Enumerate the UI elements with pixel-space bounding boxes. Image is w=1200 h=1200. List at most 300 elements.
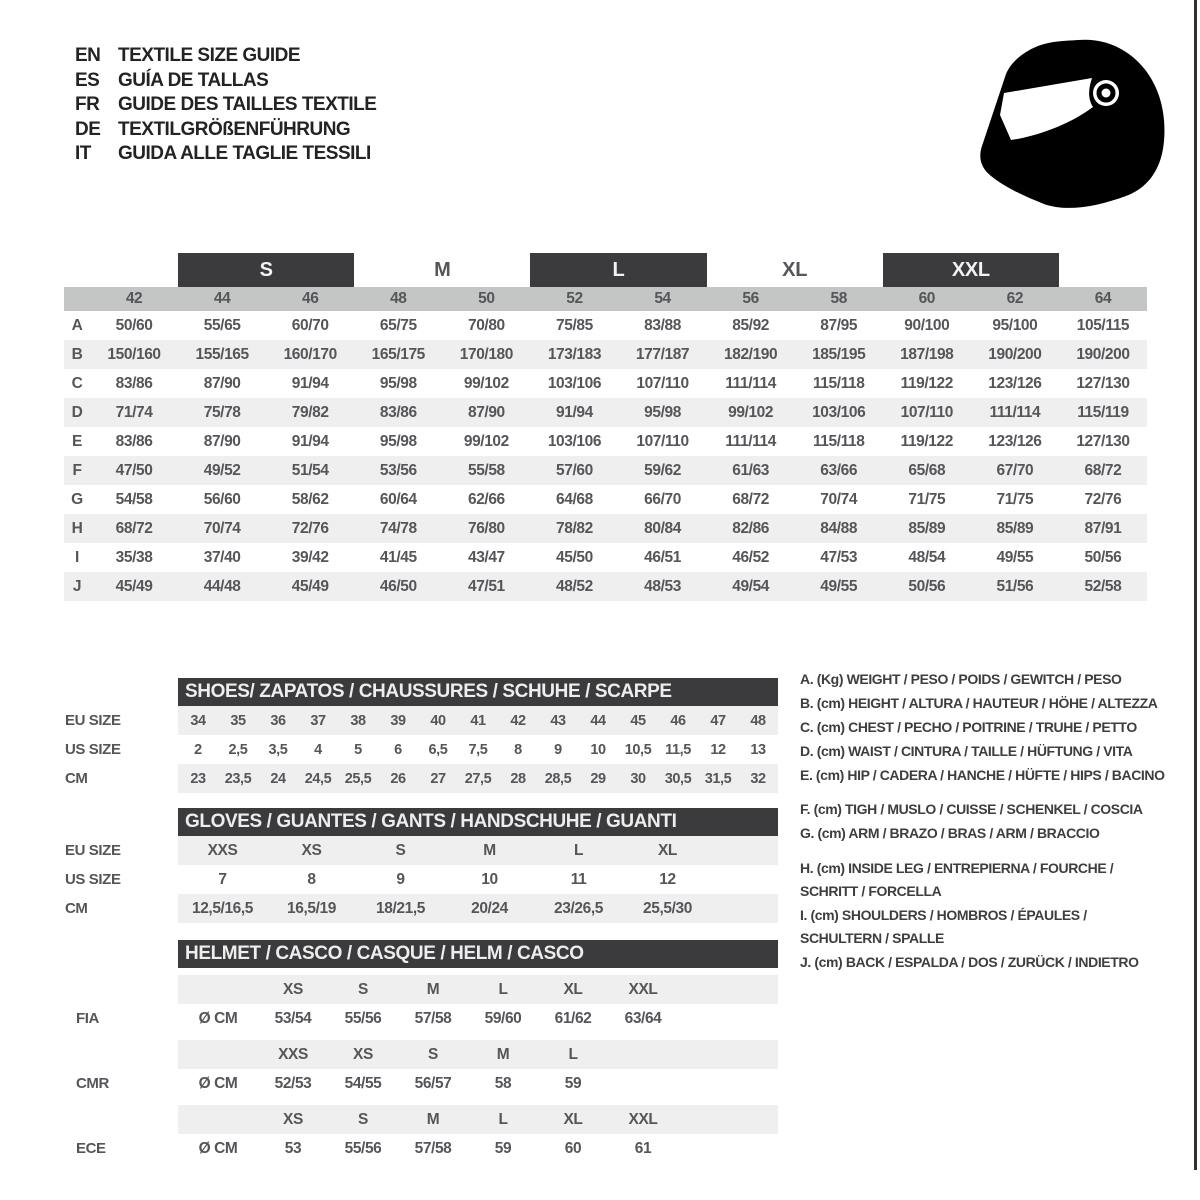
size-value: 95/98: [379, 432, 417, 450]
size-value: 49/54: [732, 577, 770, 595]
legend-item: [800, 822, 1192, 845]
row-values: [178, 735, 778, 764]
unit-label: Ø CM: [198, 1009, 238, 1027]
legend-line: SCHULTERN / SPALLE: [800, 930, 944, 946]
size-value: 105/115: [1076, 316, 1130, 334]
language-code: ES: [75, 69, 100, 91]
row-label-spacer: [64, 975, 178, 1004]
unit-label: Ø CM: [198, 1074, 238, 1092]
size-value: 127/130: [1076, 432, 1130, 450]
size-value: 24,5: [304, 770, 332, 787]
helmet-value-row-ece: [64, 1134, 778, 1163]
legend-item: [800, 951, 1192, 974]
size-value: 79/82: [291, 403, 329, 421]
helmet-values: [178, 1069, 778, 1098]
size-value: 111/114: [725, 374, 776, 392]
size-band-s: S: [178, 253, 354, 287]
size-value: 170/180: [459, 345, 513, 363]
size-value: 52/58: [1084, 577, 1122, 595]
size-value: 111/114: [725, 432, 776, 450]
size-value: 45/50: [556, 548, 593, 566]
row-label-spacer: [64, 1040, 178, 1069]
size-band-m: M: [434, 258, 451, 281]
size-value: 68/72: [732, 490, 770, 508]
standard-label: ECE: [76, 1140, 106, 1157]
legend-line: E. (cm) HIP / CADERA / HANCHE / HÜFTE / HIPS / BACINO: [800, 767, 1165, 783]
size-value: 70/74: [820, 490, 858, 508]
legend-line: C. (cm) CHEST / PECHO / POITRINE / TRUHE / PETTO: [800, 719, 1137, 735]
helmet-size-row-ece: [64, 1105, 778, 1134]
size-value: 25,5: [344, 770, 372, 787]
size-value: 49/55: [820, 577, 858, 595]
size-value: 6: [394, 741, 402, 758]
size-value: 90/100: [904, 316, 950, 334]
size-value: S: [395, 841, 406, 859]
size-value: 63/66: [820, 461, 858, 479]
unit-label: Ø CM: [198, 1139, 238, 1157]
size-value: M: [483, 841, 496, 859]
numeric-size: 44: [213, 290, 231, 307]
size-value: 160/170: [283, 345, 337, 363]
helmet-value: 59: [494, 1139, 512, 1157]
size-value: 48/54: [908, 548, 946, 566]
size-value: 115/118: [812, 432, 865, 450]
measure-row-j: [64, 572, 1147, 601]
helmet-value: 55/56: [344, 1139, 382, 1157]
size-value: 38: [350, 712, 366, 729]
size-value: 115/119: [1077, 403, 1129, 421]
size-value: 46/51: [644, 548, 681, 566]
size-band-xl: XL: [782, 258, 808, 281]
helmet-size: XS: [283, 980, 303, 998]
size-value: 95/98: [379, 374, 417, 392]
size-value: 99/102: [728, 403, 774, 421]
size-value: 23: [190, 770, 206, 787]
size-value: 24: [270, 770, 286, 787]
standard-label: CMR: [76, 1075, 109, 1092]
legend-item: [800, 668, 1192, 691]
guide-title: TEXTILE SIZE GUIDE: [118, 45, 301, 66]
size-value: 47: [710, 712, 726, 729]
size-value: 7,5: [468, 741, 488, 758]
legend-item: [800, 904, 1192, 950]
helmet-value: 60: [564, 1139, 582, 1157]
helmet-size: M: [496, 1045, 510, 1063]
size-value: 68/72: [1084, 461, 1122, 479]
size-value: 36: [270, 712, 286, 729]
row-label: US SIZE: [65, 741, 121, 758]
numeric-size: 54: [654, 290, 671, 307]
size-value: 9: [396, 870, 405, 888]
size-value: 46: [670, 712, 686, 729]
row-label: CM: [65, 770, 88, 787]
numeric-size: 56: [742, 290, 759, 307]
measure-row-label: A: [71, 316, 83, 334]
helmet-value: 54/55: [344, 1074, 382, 1092]
measure-row-i: [64, 543, 1147, 572]
size-value: 20/24: [471, 899, 508, 917]
numeric-size: 62: [1006, 290, 1024, 307]
size-value: 37/40: [203, 548, 241, 566]
size-value: 82/86: [732, 519, 770, 537]
legend-line: SCHRITT / FORCELLA: [800, 883, 942, 899]
helmet-size: M: [426, 1110, 440, 1128]
numeric-size: 48: [390, 290, 407, 307]
helmet-value: 56/57: [414, 1074, 452, 1092]
size-value: 185/195: [812, 345, 866, 363]
helmet-table: [64, 940, 778, 1163]
size-value: XL: [657, 841, 677, 859]
helmet-size: S: [358, 1110, 368, 1128]
row-label: US SIZE: [65, 871, 121, 888]
size-value: 71/75: [996, 490, 1034, 508]
size-value: 177/187: [635, 345, 690, 363]
row-label: EU SIZE: [65, 712, 121, 729]
measure-row-label: H: [71, 519, 83, 537]
size-value: 83/86: [115, 432, 153, 450]
size-value: 173/183: [547, 345, 602, 363]
size-value: 119/122: [900, 432, 953, 450]
size-value: 71/75: [908, 490, 946, 508]
language-code: FR: [75, 94, 100, 116]
helmet-sizes: [178, 1040, 778, 1069]
measure-row-f: [64, 456, 1147, 485]
size-value: 47/53: [820, 548, 858, 566]
size-band-xxl: XXL: [883, 253, 1059, 287]
main-size-table: [64, 253, 1147, 601]
size-value: 48: [750, 712, 766, 729]
legend-line: H. (cm) INSIDE LEG / ENTREPIERNA / FOURCHE /: [800, 860, 1114, 876]
size-value: 60/70: [291, 316, 329, 334]
guide-title: TEXTILGRÖßENFÜHRUNG: [118, 118, 351, 140]
size-value: 50/56: [1084, 548, 1122, 566]
size-value: 107/110: [636, 432, 689, 450]
size-value: 41/45: [379, 548, 417, 566]
helmet-value: 63/64: [624, 1009, 662, 1027]
size-value: 11: [570, 870, 587, 888]
size-value: 27,5: [464, 770, 492, 787]
gloves-header-bar: GLOVES / GUANTES / GANTS / HANDSCHUHE / GUANTI: [178, 808, 778, 836]
size-value: 37: [310, 712, 326, 729]
size-value: 58/62: [291, 490, 329, 508]
size-value: 80/84: [644, 519, 681, 537]
size-value: 54/58: [115, 490, 153, 508]
row-values: [178, 836, 778, 865]
language-row-it: [75, 142, 376, 167]
guide-title: GUIDE DES TAILLES TEXTILE: [118, 94, 377, 116]
size-value: 44: [590, 712, 606, 729]
helmet-size-row-fia: [64, 975, 778, 1004]
size-value: 6,5: [428, 741, 448, 758]
racing-helmet-icon: [978, 36, 1168, 214]
size-value: 32: [750, 770, 766, 787]
size-value: 43: [550, 712, 566, 729]
size-value: 8: [514, 741, 522, 758]
size-value: 87/90: [203, 374, 241, 392]
measure-row-a: [64, 311, 1147, 340]
size-value: 61/63: [732, 461, 770, 479]
measure-row-label: F: [72, 461, 82, 479]
language-row-de: [75, 118, 376, 143]
size-value: 83/86: [115, 374, 153, 392]
measure-row-e: [64, 427, 1147, 456]
size-value: 50/56: [908, 577, 946, 595]
size-value: 29: [590, 770, 606, 787]
size-value: 55/65: [203, 316, 241, 334]
size-value: XXS: [207, 841, 238, 859]
size-value: 78/82: [556, 519, 593, 537]
size-value: 45/49: [291, 577, 329, 595]
size-value: 66/70: [644, 490, 681, 508]
guide-title: GUIDA ALLE TAGLIE TESSILI: [118, 143, 371, 165]
measure-row-h: [64, 514, 1147, 543]
size-value: 91/94: [556, 403, 593, 421]
size-value: 91/94: [291, 432, 329, 450]
language-row-es: [75, 69, 376, 94]
size-value: 12: [659, 870, 676, 888]
size-value: 28: [510, 770, 526, 787]
size-value: 99/102: [463, 432, 509, 450]
size-value: 51/56: [996, 577, 1034, 595]
size-value: 107/110: [636, 374, 689, 392]
size-value: 64/68: [556, 490, 593, 508]
size-value: 127/130: [1076, 374, 1130, 392]
measure-row-label: J: [72, 577, 82, 595]
helmet-size: S: [358, 980, 368, 998]
size-value: 85/92: [732, 316, 770, 334]
size-value: 95/100: [992, 316, 1038, 334]
helmet-value-row-fia: [64, 1004, 778, 1033]
page-right-border: [1194, 0, 1197, 1170]
helmet-size: XS: [353, 1045, 373, 1063]
size-value: 70/80: [467, 316, 505, 334]
size-value: 87/90: [467, 403, 505, 421]
row-label-spacer: [64, 1105, 178, 1134]
helmet-value: 55/56: [344, 1009, 382, 1027]
size-value: 75/78: [203, 403, 241, 421]
size-value: 182/190: [724, 345, 778, 363]
helmet-values: [178, 1134, 778, 1163]
size-value: 10: [481, 870, 498, 888]
size-value: 150/160: [107, 345, 161, 363]
measure-row-label: G: [71, 490, 83, 508]
size-value: 18/21,5: [376, 899, 425, 917]
size-value: 12: [710, 741, 726, 758]
size-value: 39: [390, 712, 406, 729]
size-value: 103/106: [547, 374, 602, 392]
measure-row-label: E: [72, 432, 82, 450]
size-value: 190/200: [1076, 345, 1130, 363]
size-value: 67/70: [996, 461, 1034, 479]
size-value: 65/68: [908, 461, 946, 479]
size-value: 10,5: [624, 741, 652, 758]
standard-label: FIA: [76, 1010, 99, 1027]
size-value: 39/42: [291, 548, 329, 566]
measure-row-label: C: [71, 374, 83, 392]
measure-row-d: [64, 398, 1147, 427]
size-value: 74/78: [379, 519, 417, 537]
size-value: 68/72: [115, 519, 153, 537]
helmet-value: 53: [284, 1139, 302, 1157]
measure-row-c: [64, 369, 1147, 398]
size-value: XS: [301, 841, 322, 859]
numeric-size: 52: [566, 290, 583, 307]
size-value: 57/60: [556, 461, 593, 479]
size-value: 72/76: [291, 519, 329, 537]
helmet-sizes: [178, 975, 778, 1004]
size-value: 119/122: [900, 374, 953, 392]
size-value: 3,5: [268, 741, 288, 758]
size-value: 16,5/19: [287, 899, 336, 917]
legend-item: [800, 857, 1192, 903]
row-values: [178, 764, 778, 793]
size-row: [64, 836, 778, 865]
helmet-size: XL: [563, 1110, 583, 1128]
size-value: 72/76: [1084, 490, 1122, 508]
numeric-size: 50: [478, 290, 495, 307]
size-value: 59/62: [644, 461, 681, 479]
size-value: 28,5: [544, 770, 572, 787]
size-row: [64, 894, 778, 923]
size-value: 48/52: [556, 577, 593, 595]
size-value: 35/38: [115, 548, 153, 566]
row-values: [178, 706, 778, 735]
size-value: 23/26,5: [554, 899, 603, 917]
measure-row-label: D: [71, 403, 83, 421]
helmet-size: XXL: [628, 980, 658, 998]
size-row: [64, 706, 778, 735]
legend-line: D. (cm) WAIST / CINTURA / TAILLE / HÜFTUNG / VITA: [800, 743, 1133, 759]
legend-item: [800, 764, 1192, 787]
legend-line: F. (cm) TIGH / MUSLO / CUISSE / SCHENKEL / COSCIA: [800, 801, 1143, 817]
legend-item: [800, 740, 1192, 763]
helmet-size: XXL: [628, 1110, 658, 1128]
size-value: 155/165: [195, 345, 249, 363]
size-value: 35: [230, 712, 246, 729]
size-value: 75/85: [556, 316, 593, 334]
helmet-value: 53/54: [274, 1009, 312, 1027]
size-value: 53/56: [379, 461, 417, 479]
helmet-header-bar: HELMET / CASCO / CASQUE / HELM / CASCO: [178, 940, 778, 968]
legend-line: I. (cm) SHOULDERS / HOMBROS / ÉPAULES /: [800, 907, 1087, 923]
legend-item: [800, 692, 1192, 715]
size-value: 47/50: [115, 461, 153, 479]
numeric-size: 42: [125, 290, 143, 307]
size-value: 41: [470, 712, 486, 729]
size-value: 47/51: [467, 577, 505, 595]
numeric-size: 46: [301, 290, 319, 307]
measure-row-g: [64, 485, 1147, 514]
size-value: 4: [314, 741, 322, 758]
size-value: 95/98: [644, 403, 681, 421]
size-value: 8: [307, 870, 316, 888]
size-value: 187/198: [900, 345, 954, 363]
size-value: 49/55: [996, 548, 1034, 566]
legend-line: B. (cm) HEIGHT / ALTURA / HAUTEUR / HÖHE / ALTEZZA: [800, 695, 1158, 711]
size-value: 87/95: [820, 316, 858, 334]
numeric-size: 64: [1094, 290, 1112, 307]
size-value: 85/89: [996, 519, 1034, 537]
size-band-l: L: [530, 253, 706, 287]
legend-item: [800, 716, 1192, 739]
size-row: [64, 764, 778, 793]
gloves-table: [64, 808, 778, 923]
size-value: 40: [430, 712, 446, 729]
size-value: 45/49: [115, 577, 153, 595]
language-title-list: [75, 44, 376, 167]
size-value: 7: [218, 870, 227, 888]
size-value: 76/80: [467, 519, 505, 537]
size-value: 87/91: [1084, 519, 1122, 537]
helmet-size: XS: [283, 1110, 303, 1128]
size-value: 111/114: [989, 403, 1041, 421]
size-value: 55/58: [467, 461, 505, 479]
size-value: 60/64: [379, 490, 417, 508]
size-value: 65/75: [379, 316, 417, 334]
numeric-size: 60: [918, 290, 936, 307]
helmet-value: 61/62: [554, 1009, 592, 1027]
legend-item: [800, 798, 1192, 821]
size-value: 62/66: [467, 490, 505, 508]
row-label: EU SIZE: [65, 842, 121, 859]
size-value: 42: [510, 712, 526, 729]
helmet-value: 52/53: [274, 1074, 312, 1092]
size-value: 87/90: [203, 432, 241, 450]
size-value: 83/86: [379, 403, 417, 421]
helmet-values: [178, 1004, 778, 1033]
size-value: 50/60: [115, 316, 153, 334]
size-value: 85/89: [908, 519, 946, 537]
size-value: 71/74: [115, 403, 153, 421]
size-value: 13: [750, 741, 766, 758]
size-value: 99/102: [463, 374, 509, 392]
size-value: 45: [630, 712, 646, 729]
size-value: 9: [554, 741, 562, 758]
size-value: 26: [390, 770, 406, 787]
size-row: [64, 865, 778, 894]
size-value: 30,5: [664, 770, 692, 787]
language-row-en: [75, 44, 376, 69]
numeric-size: 58: [830, 290, 847, 307]
size-value: 70/74: [203, 519, 241, 537]
numeric-size-row: [64, 287, 1147, 311]
size-value: 165/175: [371, 345, 425, 363]
size-value: 91/94: [291, 374, 329, 392]
language-code: DE: [75, 118, 101, 140]
helmet-value: 57/58: [414, 1139, 452, 1157]
size-value: 10: [590, 741, 606, 758]
size-value: 11,5: [665, 741, 691, 758]
size-value: 30: [630, 770, 646, 787]
shoes-table: [64, 678, 778, 793]
helmet-size: L: [498, 1110, 508, 1128]
size-value: 34: [190, 712, 206, 729]
language-row-fr: [75, 93, 376, 118]
row-values: [178, 865, 778, 894]
row-label: CM: [65, 900, 88, 917]
size-value: 25,5/30: [643, 899, 692, 917]
size-value: 27: [430, 770, 446, 787]
helmet-size: M: [426, 980, 440, 998]
language-code: IT: [75, 143, 91, 165]
size-value: 83/88: [644, 316, 681, 334]
size-value: 46/52: [732, 548, 770, 566]
size-row: [64, 735, 778, 764]
helmet-sizes: [178, 1105, 778, 1134]
helmet-value: 59: [564, 1074, 582, 1092]
measure-row-b: [64, 340, 1147, 369]
helmet-size: L: [568, 1045, 578, 1063]
